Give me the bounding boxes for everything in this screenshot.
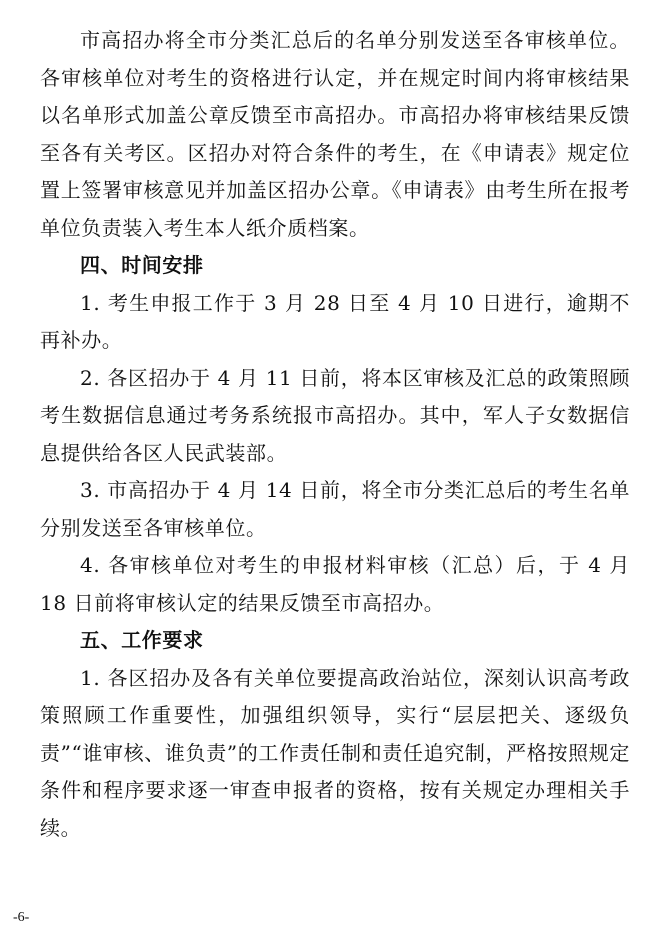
- schedule-item-1: 1. 考生申报工作于 3 月 28 日至 4 月 10 日进行，逾期不再补办。: [40, 290, 630, 352]
- section-heading-requirements: 五、工作要求: [80, 628, 204, 652]
- schedule-item-3: 3. 市高招办于 4 月 14 日前，将全市分类汇总后的考生名单分别发送至各审核单位。: [40, 478, 630, 540]
- schedule-item-2: 2. 各区招办于 4 月 11 日前，将本区审核及汇总的政策照顾考生数据信息通过考务系统报市高招办。其中，军人子女数据信息提供给各区人民武装部。: [40, 365, 630, 465]
- requirement-item-1: 1. 各区招办及各有关单位要提高政治站位，深刻认识高考政策照顾工作重要性，加强组织领导，实行“层层把关、逐级负责”“谁审核、谁负责”的工作责任制和责任追究制，严格按照规定条件和程序要求逐一审查申报者的资格，按有关规定办理相关手续。: [40, 665, 630, 840]
- schedule-item-4: 4. 各审核单位对考生的申报材料审核（汇总）后，于 4 月 18 日前将审核认定的结果反馈至市高招办。: [40, 553, 630, 615]
- document-body: [40, 22, 630, 847]
- paragraph-review-process: 市高招办将全市分类汇总后的名单分别发送至各审核单位。各审核单位对考生的资格进行认定，并在规定时间内将审核结果以名单形式加盖公章反馈至市高招办。市高招办将审核结果反馈至各有关考区。区招办对符合条件的考生，在《申请表》规定位置上签署审核意见并加盖区招办公章。《申请表》由考生所在报考单位负责装入考生本人纸介质档案。: [40, 28, 630, 240]
- section-heading-schedule: 四、时间安排: [80, 253, 204, 277]
- page-number: -6-: [13, 910, 30, 925]
